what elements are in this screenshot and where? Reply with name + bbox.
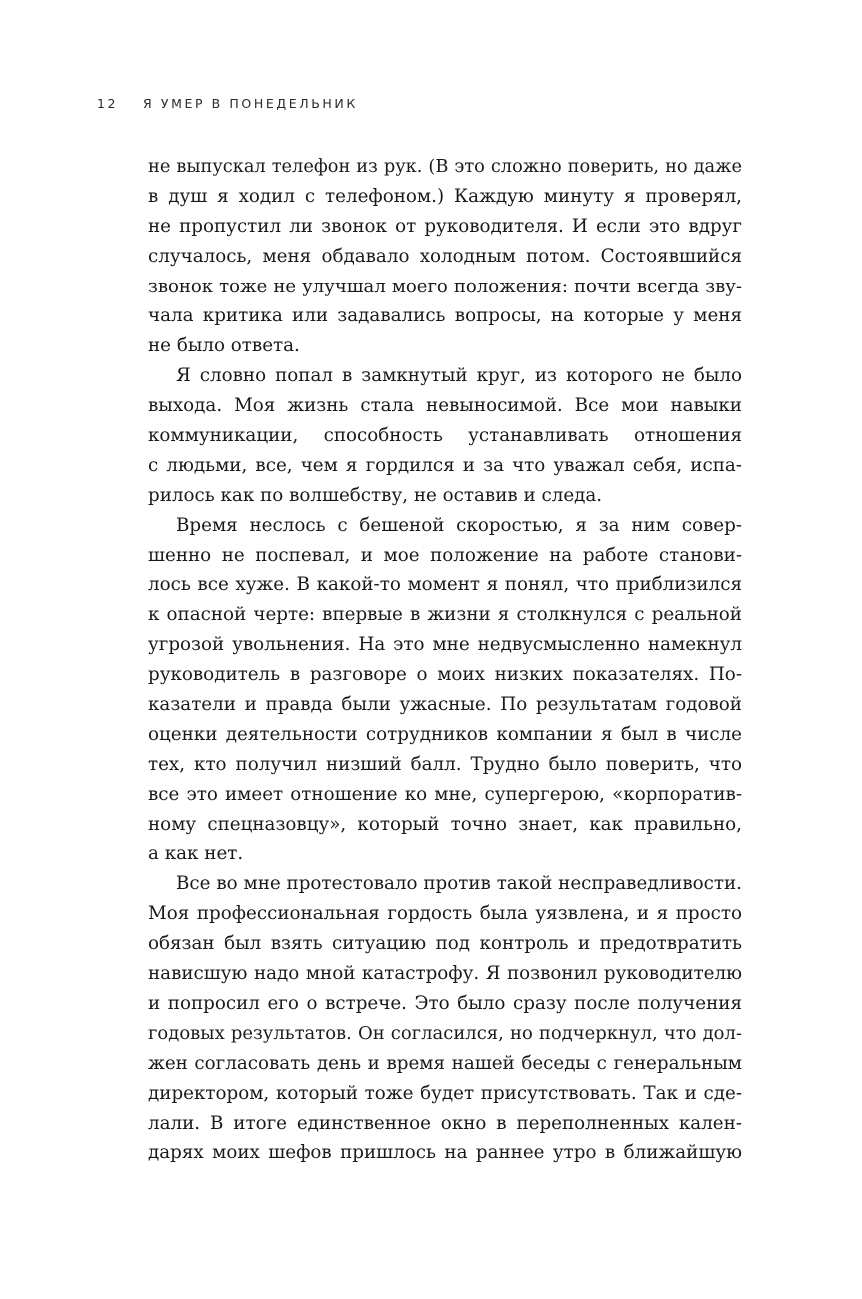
text-line: оценки деятельности сотрудников компании я был в числе <box>148 723 742 745</box>
text-line: лали. В итоге единственное окно в переполненных кален- <box>148 1112 742 1134</box>
text-line: обязан был взять ситуацию под контроль и предотвратить <box>148 933 742 955</box>
text-line: Я словно попал в замкнутый круг, из которого не было <box>176 365 742 387</box>
text-line: шенно не поспевал, и мое положение на работе станови- <box>148 544 742 566</box>
text-line: дарях моих шефов пришлось на раннее утро в ближайшую <box>148 1142 742 1164</box>
text-line: ному спецназовцу», который точно знает, как правильно, <box>148 813 742 835</box>
text-line: Моя профессиональная гордость была уязвлена, и я просто <box>148 903 742 925</box>
text-line: рилось как по волшебству, не оставив и следа. <box>148 484 603 506</box>
text-line: выхода. Моя жизнь стала невыносимой. Все мои навыки <box>148 395 742 417</box>
text-line: директором, который тоже будет присутствовать. Так и сде- <box>148 1082 742 1104</box>
text-line: жен согласовать день и время нашей беседы с генеральным <box>148 1052 742 1074</box>
text-line: и попросил его о встрече. Это было сразу после получения <box>148 992 742 1014</box>
text-line: не пропустил ли звонок от руководителя. И если это вдруг <box>148 215 742 237</box>
running-head <box>97 96 358 116</box>
text-line: коммуникации, способность устанавливать отношения <box>148 425 742 447</box>
body-text <box>148 152 742 1168</box>
text-line: не было ответа. <box>148 335 300 357</box>
text-line: Все во мне протестовало против такой несправедливости. <box>176 873 742 895</box>
text-line: в душ я ходил с телефоном.) Каждую минуту я проверял, <box>148 185 742 207</box>
text-line: казатели и правда были ужасные. По результатам годовой <box>148 694 742 716</box>
text-line: угрозой увольнения. На это мне недвусмысленно намекнул <box>148 634 742 656</box>
text-line: годовых результатов. Он согласился, но подчеркнул, что дол- <box>148 1022 742 1044</box>
page-number: 12 <box>97 96 119 111</box>
text-line: нависшую надо мной катастрофу. Я позвонил руководителю <box>148 963 742 985</box>
text-line: Время неслось с бешеной скоростью, я за ним совер- <box>176 514 742 536</box>
text-line: тех, кто получил низший балл. Трудно было поверить, что <box>148 753 742 775</box>
text-line: к опасной черте: впервые в жизни я столкнулся с реальной <box>148 604 742 626</box>
text-line: звонок тоже не улучшал моего положения: почти всегда зву- <box>148 275 742 297</box>
text-line: лось все хуже. В какой-то момент я понял, что приблизился <box>148 574 742 596</box>
text-line: все это имеет отношение ко мне, супергерою, «корпоратив- <box>148 783 742 805</box>
text-line: с людьми, все, чем я гордился и за что уважал себя, испа- <box>148 454 742 476</box>
text-line: а как нет. <box>148 843 244 865</box>
text-line: руководитель в разговоре о моих низких показателях. По- <box>148 664 742 686</box>
text-line: не выпускал телефон из рук. (В это сложно поверить, но даже <box>148 156 742 177</box>
text-line: случалось, меня обдавало холодным потом. Состоявшийся <box>148 245 742 267</box>
text-line: чала критика или задавались вопросы, на которые у меня <box>148 305 742 327</box>
book-title: Я УМЕР В ПОНЕДЕЛЬНИК <box>143 96 358 111</box>
